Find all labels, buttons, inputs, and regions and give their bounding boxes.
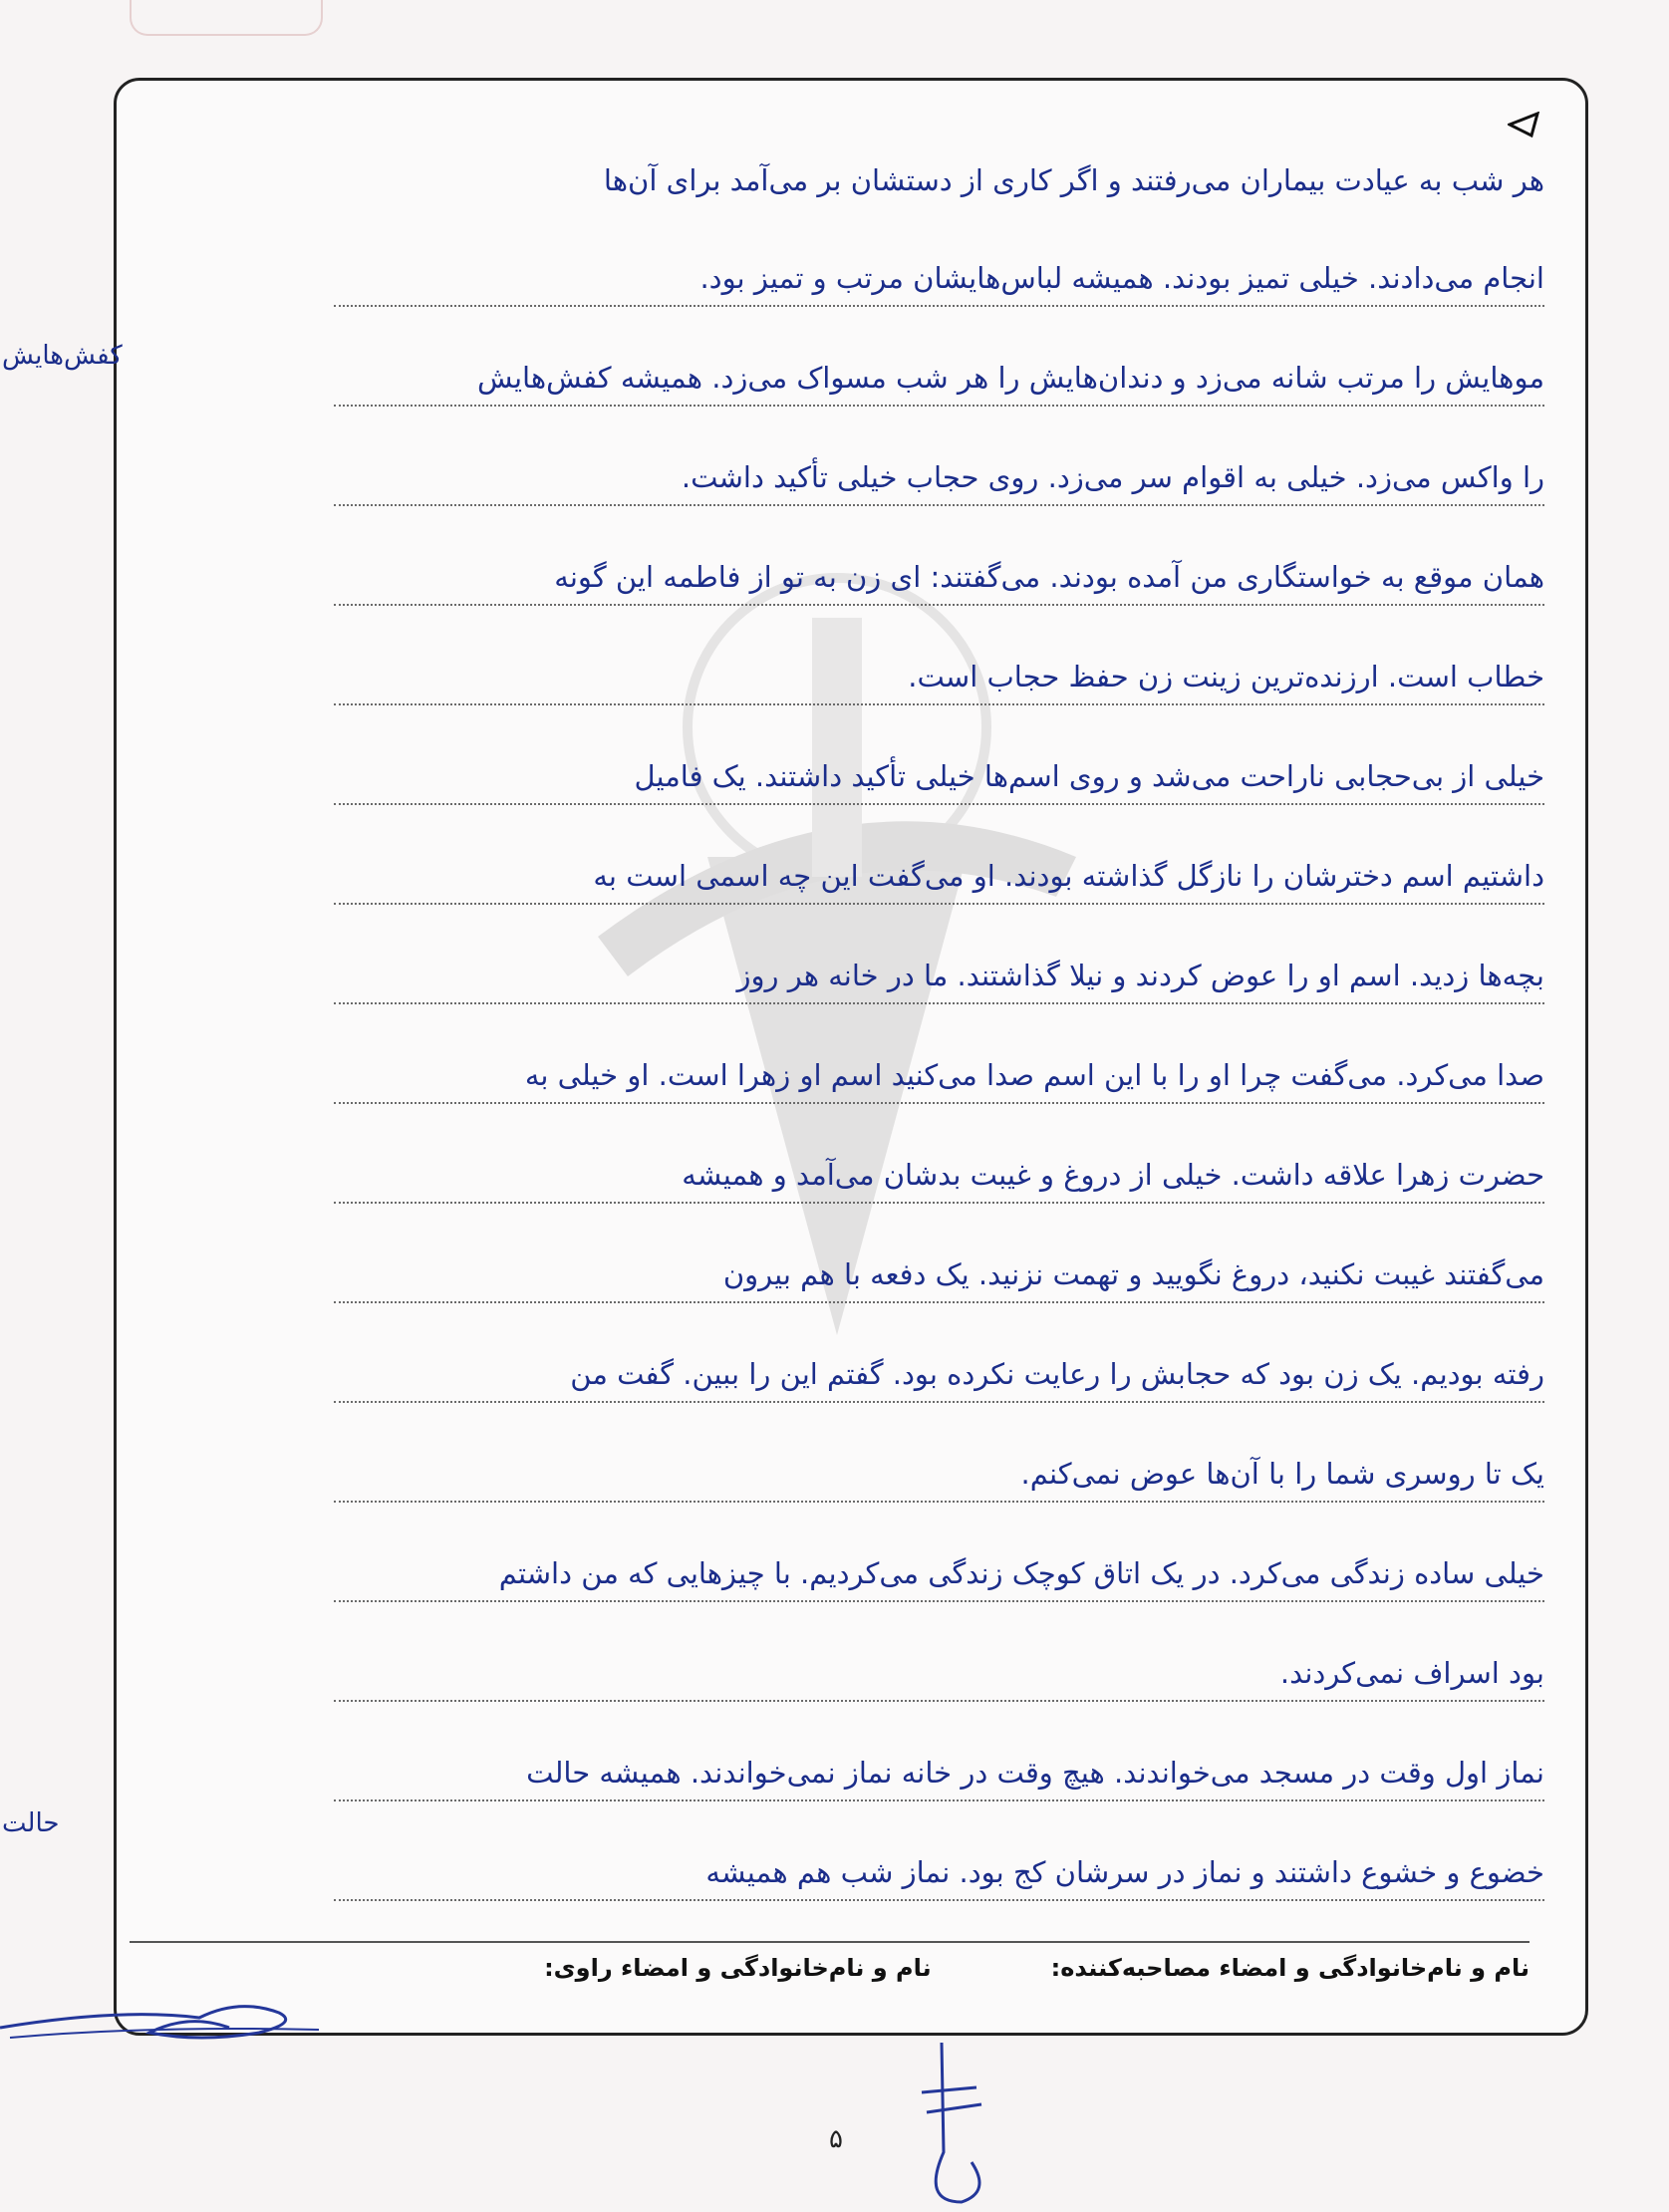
text-line	[334, 307, 1544, 407]
line-text: بچه‌ها زدید. اسم او را عوض کردند و نیلا گذاشتند. ما در خانه هر روز	[736, 959, 1544, 992]
line-text: خیلی از بی‌حجابی ناراحت می‌شد و روی اسم‌ها خیلی تأکید داشتند. یک فامیل	[634, 759, 1544, 793]
text-line	[334, 1801, 1544, 1901]
text-line	[334, 1204, 1544, 1303]
text-line	[334, 1303, 1544, 1403]
text-line	[334, 1503, 1544, 1602]
text-line	[334, 1702, 1544, 1801]
line-text: داشتیم اسم دخترشان را نازگل گذاشته بودند. او می‌گفت این چه اسمی است به	[593, 859, 1544, 893]
page-number: ۵	[829, 2124, 843, 2154]
margin-note-bottom: حالت	[2, 1808, 60, 1838]
text-line	[334, 805, 1544, 905]
handwritten-body	[334, 108, 1544, 1901]
interviewer-signature-label: نام و نام‌خانوادگی و امضاء مصاحبه‌کننده:	[1050, 1954, 1530, 1982]
line-text: صدا می‌کرد. می‌گفت چرا او را با این اسم صدا می‌کنید اسم او زهرا است. او خیلی به	[524, 1058, 1544, 1092]
line-text: یک تا روسری شما را با آن‌ها عوض نمی‌کنم.	[1020, 1457, 1544, 1491]
text-line	[334, 1104, 1544, 1204]
line-text: رفته بودیم. یک زن بود که حجابش را رعایت نکرده بود. گفتم این را ببین. گفت من	[570, 1357, 1544, 1391]
line-text: نماز اول وقت در مسجد می‌خواندند. هیچ وقت در خانه نماز نمی‌خواندند. همیشه حالت	[526, 1756, 1544, 1790]
signature-footer	[130, 1941, 1530, 1993]
text-line	[334, 905, 1544, 1004]
corner-stamp	[130, 0, 323, 36]
interviewer-signature	[882, 2033, 1021, 2212]
line-text: همان موقع به خواستگاری من آمده بودند. می‌گفتند: ای زن به تو از فاطمه این گونه	[554, 560, 1544, 594]
line-text: موهایش را مرتب شانه می‌زد و دندان‌هایش را هر شب مسواک می‌زد. همیشه کفش‌هایش	[476, 361, 1544, 395]
text-line	[334, 108, 1544, 207]
line-text: انجام می‌دادند. خیلی تمیز بودند. همیشه لباس‌هایشان مرتب و تمیز بود.	[699, 261, 1544, 295]
text-line	[334, 207, 1544, 307]
text-line	[334, 407, 1544, 506]
text-line	[334, 705, 1544, 805]
line-text: خضوع و خشوع داشتند و نماز در سرشان کج بود. نماز شب هم همیشه	[705, 1855, 1544, 1889]
text-line	[334, 1004, 1544, 1104]
line-text: می‌گفتند غیبت نکنید، دروغ نگویید و تهمت نزنید. یک دفعه با هم بیرون	[722, 1257, 1544, 1291]
line-text: خطاب است. ارزنده‌ترین زینت زن حفظ حجاب است.	[908, 660, 1544, 693]
narrator-signature-label: نام و نام‌خانوادگی و امضاء راوی:	[544, 1954, 932, 1982]
text-line	[334, 1403, 1544, 1503]
line-text: خیلی ساده زندگی می‌کرد. در یک اتاق کوچک زندگی می‌کردیم. با چیزهایی که من داشتم	[498, 1556, 1544, 1590]
narrator-signature	[0, 1988, 329, 2058]
text-line	[334, 606, 1544, 705]
margin-note-top: کفش‌هایش	[2, 341, 123, 371]
line-text: هر شب به عیادت بیماران می‌رفتند و اگر کاری از دستشان بر می‌آمد برای آن‌ها	[603, 163, 1544, 197]
line-text: را واکس می‌زد. خیلی به اقوام سر می‌زد. روی حجاب خیلی تأکید داشت.	[681, 460, 1544, 494]
text-line	[334, 506, 1544, 606]
text-line	[334, 1602, 1544, 1702]
line-text: حضرت زهرا علاقه داشت. خیلی از دروغ و غیبت بدشان می‌آمد و همیشه	[682, 1158, 1544, 1192]
line-text: بود اسراف نمی‌کردند.	[1279, 1656, 1544, 1690]
